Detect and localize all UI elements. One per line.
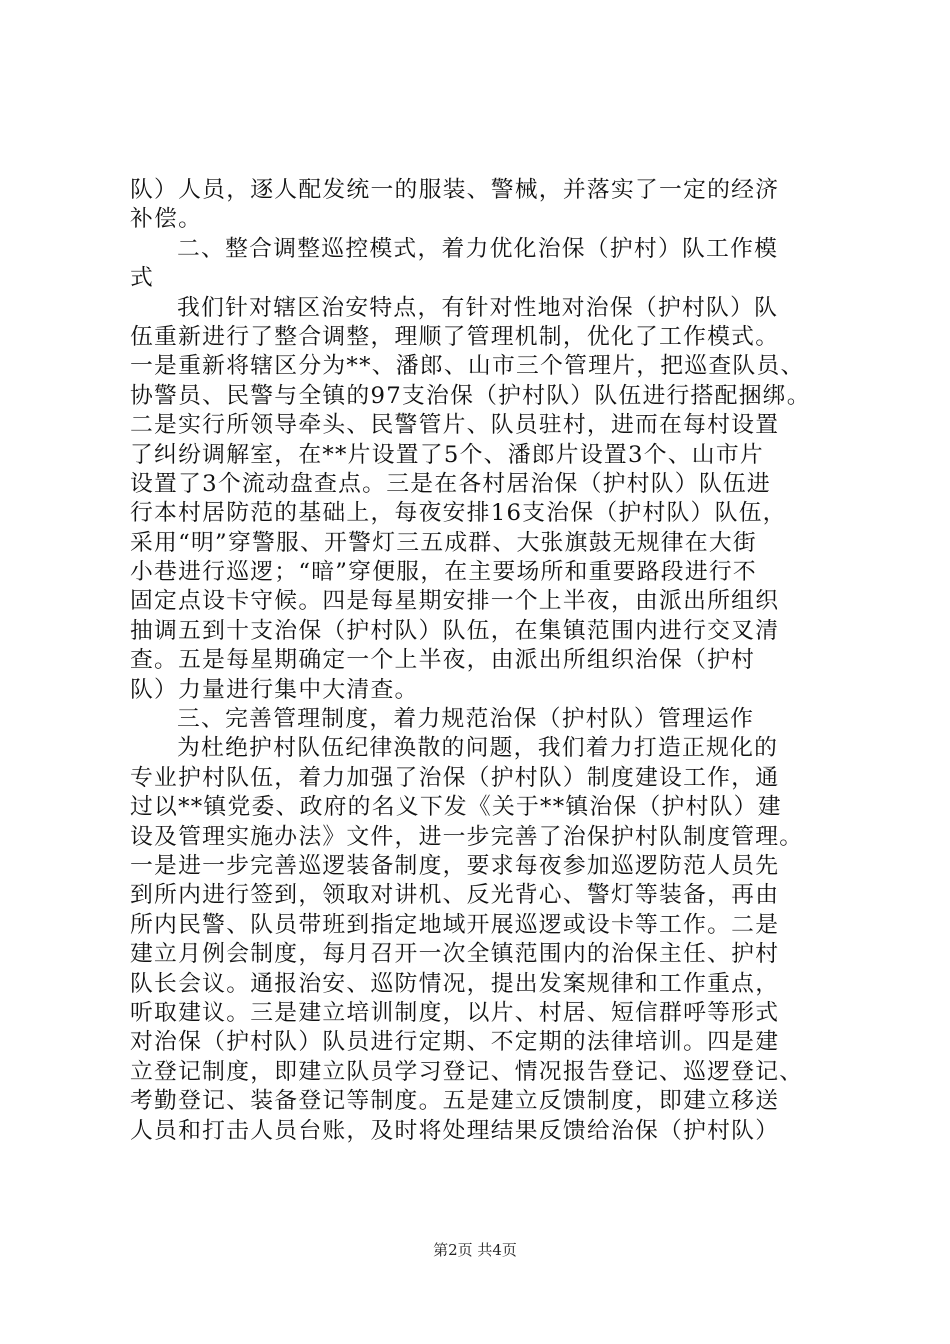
text-line: 立登记制度，即建立队员学习登记、情况报告登记、巡逻登记、 [130, 1058, 804, 1085]
text-line: 小巷进行巡逻；“暗”穿便服，在主要场所和重要路段进行不 [130, 559, 757, 586]
text-line: 一是进一步完善巡逻装备制度，要求每夜参加巡逻防范人员先 [130, 852, 780, 879]
text-line: 队长会议。通报治安、巡防情况，提出发案规律和工作重点， [130, 970, 780, 997]
text-line: 固定点设卡守候。四是每星期安排一个上半夜，由派出所组织 [130, 588, 780, 615]
text-line: 行本村居防范的基础上，每夜安排16支治保（护村队）队伍， [130, 500, 787, 527]
text-line: 队）人员，逐人配发统一的服装、警械，并落实了一定的经济 [130, 177, 780, 203]
document-body [130, 176, 824, 1146]
page-footer: 第2页 共4页 [433, 1241, 517, 1259]
text-line: 抽调五到十支治保（护村队）队伍，在集镇范围内进行交叉清 [130, 617, 780, 644]
text-line: 人员和打击人员台账，及时将处理结果反馈给治保（护村队） [130, 1117, 780, 1144]
text-line: 考勤登记、装备登记等制度。五是建立反馈制度，即建立移送 [130, 1088, 780, 1115]
text-line: 专业护村队伍，着力加强了治保（护村队）制度建设工作，通 [130, 764, 780, 791]
text-line: 式 [130, 265, 155, 292]
text-line: 设置了3个流动盘查点。三是在各村居治保（护村队）队伍进 [130, 470, 771, 497]
text-line: 协警员、民警与全镇的97支治保（护村队）队伍进行搭配捆绑。 [130, 382, 811, 409]
text-line: 队）力量进行集中大清查。 [130, 676, 419, 703]
text-line: 采用“明”穿警服、开警灯三五成群、大张旗鼓无规律在大街 [130, 529, 757, 556]
text-line: 查。五是每星期确定一个上半夜，由派出所组织治保（护村 [130, 647, 756, 674]
text-line: 到所内进行签到，领取对讲机、反光背心、警灯等装备，再由 [130, 882, 780, 909]
text-line: 为杜绝护村队伍纪律涣散的问题，我们着力打造正规化的 [177, 735, 779, 762]
text-line: 听取建议。三是建立培训制度，以片、村居、短信群呼等形式 [130, 999, 780, 1026]
text-line: 对治保（护村队）队员进行定期、不定期的法律培训。四是建 [130, 1029, 780, 1056]
text-line: 伍重新进行了整合调整，理顺了管理机制，优化了工作模式。 [130, 323, 780, 350]
text-line: 了纠纷调解室，在**片设置了5个、潘郎片设置3个、山市片 [130, 441, 764, 468]
text-line: 二、整合调整巡控模式，着力优化治保（护村）队工作模 [177, 235, 779, 262]
text-line: 一是重新将辖区分为**、潘郎、山市三个管理片，把巡查队员、 [130, 353, 805, 380]
text-line: 二是实行所领导牵头、民警管片、队员驻村，进而在每村设置 [130, 412, 780, 439]
text-line: 所内民警、队员带班到指定地域开展巡逻或设卡等工作。二是 [130, 911, 780, 938]
text-line: 三、完善管理制度，着力规范治保（护村队）管理运作 [177, 706, 755, 733]
text-line: 我们针对辖区治安特点，有针对性地对治保（护村队）队 [177, 294, 779, 321]
text-line: 补偿。 [130, 206, 203, 233]
text-line: 设及管理实施办法》文件，进一步完善了治保护村队制度管理。 [130, 823, 804, 850]
text-line: 建立月例会制度，每月召开一次全镇范围内的治保主任、护村 [130, 941, 780, 968]
text-line: 过以**镇党委、政府的名义下发《关于**镇治保（护村队）建 [130, 794, 782, 821]
